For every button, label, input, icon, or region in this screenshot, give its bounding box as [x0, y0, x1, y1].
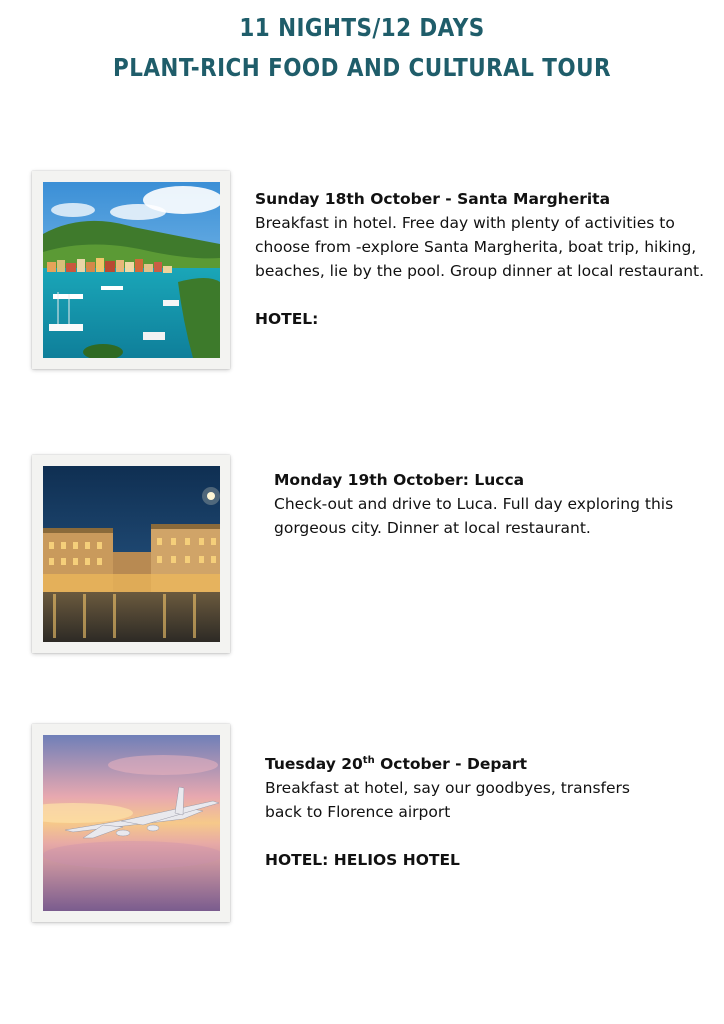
day-santa-margherita [255, 187, 715, 331]
airplane-sunset-photo [43, 735, 220, 911]
title-line-1: 11 NIGHTS/12 DAYS [239, 13, 485, 42]
day-description: Breakfast in hotel. Free day with plenty of activities to choose from -explore Santa Margherita, boat trip, hiking, beaches, lie by the pool. Group dinner at local restaurant. [255, 214, 705, 280]
photo-frame-departure [32, 724, 230, 922]
day-description: Check-out and drive to Luca. Full day exploring this gorgeous city. Dinner at local restaurant. [274, 495, 674, 537]
day-heading-suffix: October - Depart [374, 755, 527, 773]
day-heading-ordinal: th [362, 754, 375, 766]
day-hotel: HOTEL: [255, 310, 319, 328]
day-hotel: HOTEL: HELIOS HOTEL [265, 851, 460, 869]
day-heading-prefix: Tuesday 20 [265, 755, 363, 773]
day-heading: Sunday 18th October - Santa Margherita [255, 190, 611, 208]
harbor-photo [43, 182, 220, 358]
page-title [51, 8, 674, 88]
day-heading [265, 752, 705, 776]
photo-frame-santa-margherita [32, 171, 230, 369]
day-description: Breakfast at hotel, say our goodbyes, transfers back to Florence airport [265, 779, 630, 821]
title-line-2: PLANT-RICH FOOD AND CULTURAL TOUR [113, 53, 611, 82]
day-heading: Monday 19th October: Lucca [274, 471, 525, 489]
day-departure [265, 752, 705, 872]
piazza-night-photo [43, 466, 220, 642]
day-lucca [274, 468, 714, 540]
photo-frame-lucca [32, 455, 230, 653]
